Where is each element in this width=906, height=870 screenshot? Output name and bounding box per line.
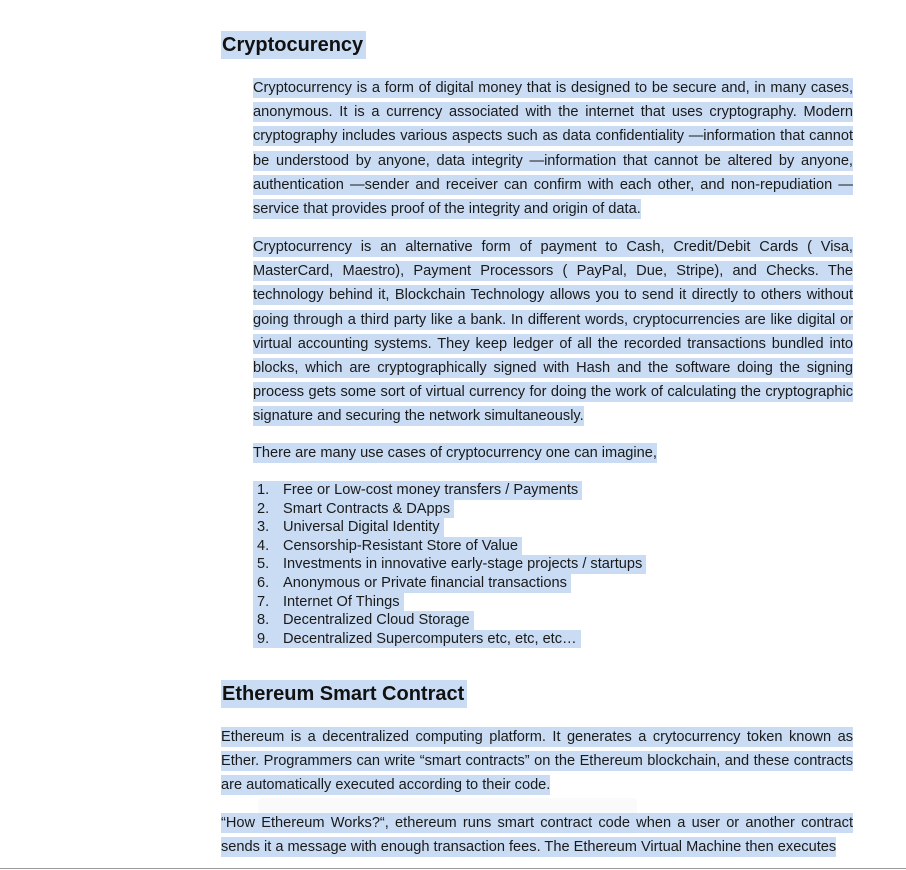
list-item-text: Anonymous or Private financial transactions (283, 574, 571, 593)
list-item-text: Internet Of Things (283, 593, 404, 612)
list-item-text: Decentralized Supercomputers etc, etc, etc… (283, 630, 581, 649)
paragraph-how-ethereum-works: “How Ethereum Works?“, ethereum runs smart contract code when a user or another contract sends it a message with enough transaction fees. The Ethereum Virtual Machine then executes (221, 815, 853, 856)
list-item-number: 4. (253, 537, 283, 556)
list-item (253, 518, 646, 537)
list-item (253, 555, 646, 574)
list-item-number: 5. (253, 555, 283, 574)
paragraph-ethereum-intro: Ethereum is a decentralized computing platform. It generates a crytocurrency token known as Ether. Programmers can write “smart contracts” on the Ethereum blockchain, and these contracts are automatically executed according to their code. (221, 729, 853, 794)
paragraph-use-cases-intro: There are many use cases of cryptocurrency one can imagine, (253, 445, 657, 461)
list-item-number: 7. (253, 593, 283, 612)
list-item (253, 537, 646, 556)
list-item-number: 6. (253, 574, 283, 593)
list-item-number: 9. (253, 630, 283, 649)
list-item (253, 500, 646, 519)
list-item (253, 574, 646, 593)
list-item-text: Free or Low-cost money transfers / Payments (283, 481, 582, 500)
paragraph-crypto-payment: Cryptocurrency is an alternative form of payment to Cash, Credit/Debit Cards ( Visa, MasterCard, Maestro), Payment Processors ( PayPal, Due, Stripe), and Checks. The technology behind it, Blockchain Technology allows you to send it directly to others without going through a third party like a bank. In different words, cryptocurrencies are like digital or virtual accounting systems. They keep ledger of all the recorded transactions bundled into blocks, which are cryptographically signed with Hash and the software doing the signing process gets some sort of virtual currency for doing the work of calculating the cryptographic signature and securing the network simultaneously. (253, 239, 853, 425)
use-case-list (253, 481, 646, 648)
list-item-text: Smart Contracts & DApps (283, 500, 454, 519)
list-item-text: Universal Digital Identity (283, 518, 444, 537)
list-item (253, 630, 646, 649)
list-item (253, 611, 646, 630)
list-item-text: Decentralized Cloud Storage (283, 611, 474, 630)
list-item-text: Censorship-Resistant Store of Value (283, 537, 522, 556)
list-item-number: 1. (253, 481, 283, 500)
list-item (253, 593, 646, 612)
list-item-text: Investments in innovative early-stage projects / startups (283, 555, 646, 574)
list-item-number: 3. (253, 518, 283, 537)
page-bottom-border (0, 868, 906, 869)
list-item (253, 481, 646, 500)
list-item-number: 2. (253, 500, 283, 519)
section-heading-ethereum: Ethereum Smart Contract (221, 680, 467, 708)
section-heading-cryptocurrency: Cryptocurency (221, 31, 366, 59)
list-item-number: 8. (253, 611, 283, 630)
paragraph-crypto-definition: Cryptocurrency is a form of digital money that is designed to be secure and, in many cases, anonymous. It is a currency associated with the internet that uses cryptography. Modern cryptography includes various aspects such as data confidentiality —information that cannot be understood by anyone, data integrity —information that cannot be altered by anyone, authentication —sender and receiver can confirm with each other, and non-repudiation —service that provides proof of the integrity and origin of data. (253, 80, 853, 218)
